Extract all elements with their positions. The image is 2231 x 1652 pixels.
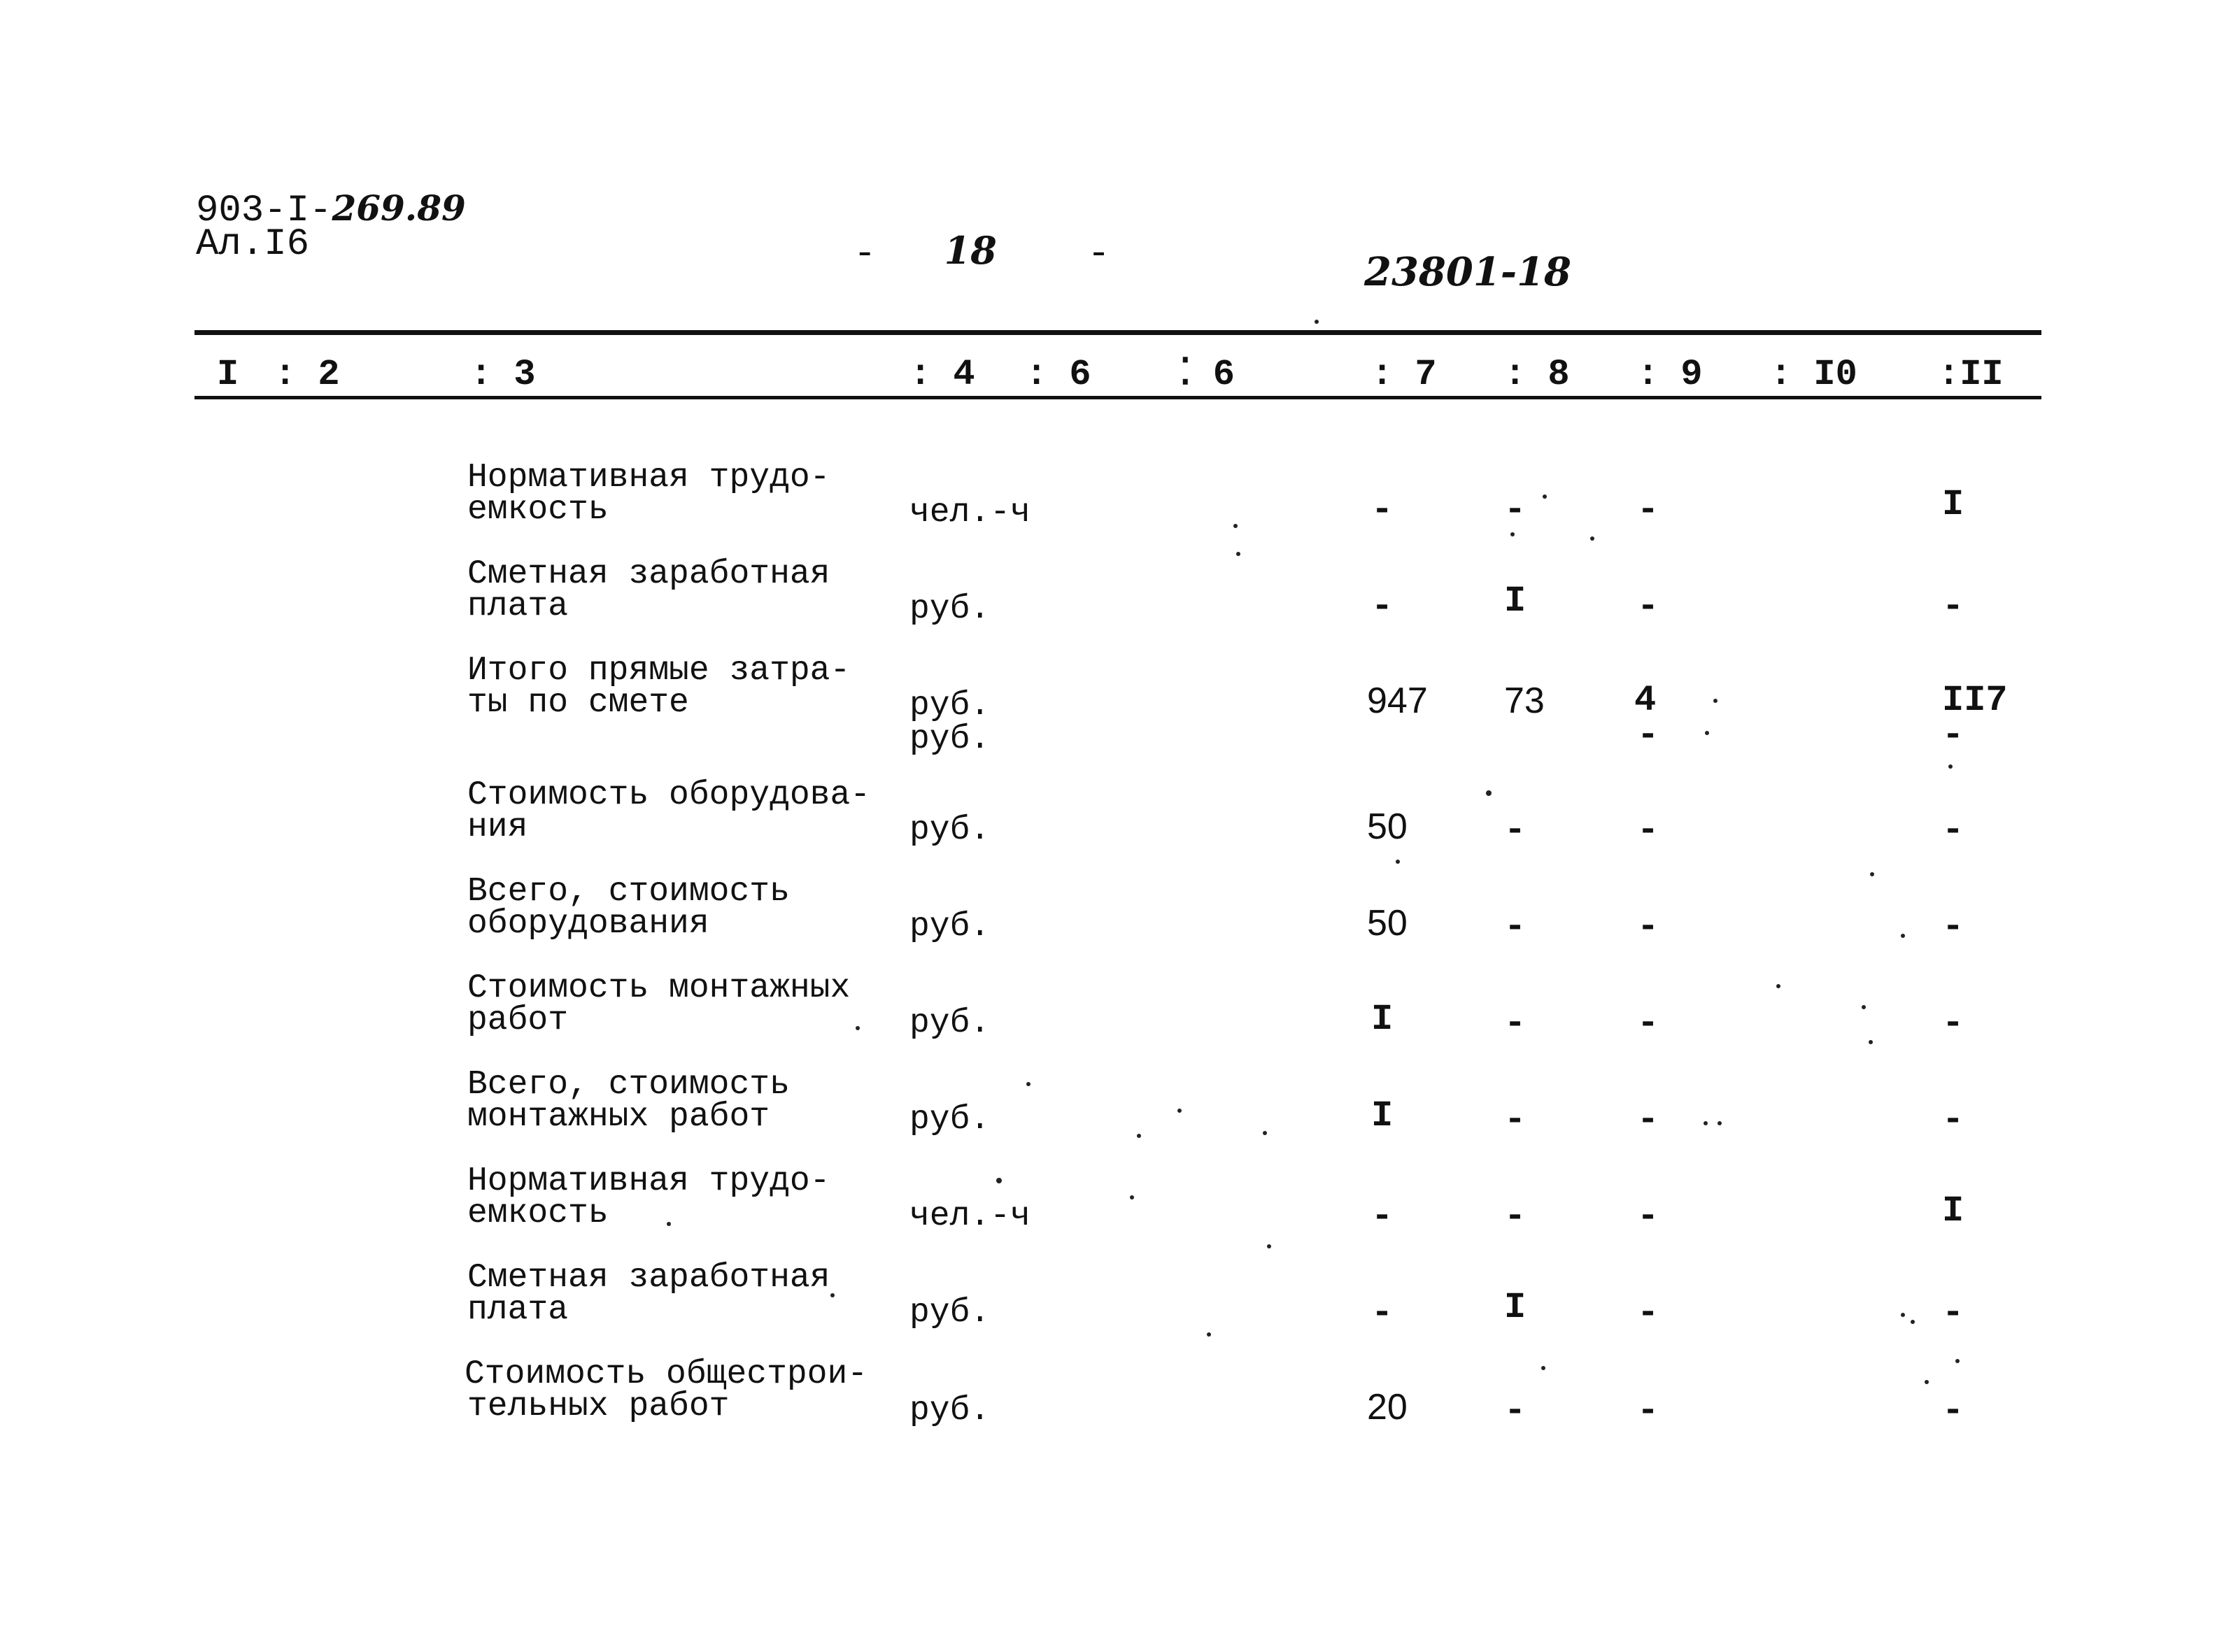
row-1-label-line-1: Нормативная трудо-: [467, 459, 830, 497]
row-2-col-11: -: [1942, 586, 1964, 627]
row-9-col-11: -: [1942, 1293, 1964, 1334]
col-header-4: : 4: [909, 354, 975, 395]
row-4-unit: руб.: [909, 811, 991, 849]
row-4-col-9: -: [1637, 810, 1659, 851]
row-2-col-8: I: [1504, 581, 1527, 622]
col-header-8: : 8: [1504, 354, 1570, 395]
row-9-col-7: -: [1371, 1293, 1394, 1334]
row-9-unit: руб.: [909, 1294, 991, 1332]
row-3-col-11: II7: [1942, 680, 2008, 721]
col-header-3: : 3: [470, 354, 536, 395]
row-5-unit: руб.: [909, 908, 991, 946]
sheet-label: Ал.I6: [196, 223, 310, 266]
row-3-col-9-b: -: [1637, 715, 1659, 756]
row-4-col-11: -: [1942, 810, 1964, 851]
row-3-label-line-1: Итого прямые затра-: [467, 652, 851, 690]
row-6-col-11: -: [1942, 1003, 1964, 1044]
row-8-col-9: -: [1637, 1196, 1659, 1237]
row-1-col-11: I: [1942, 484, 1964, 525]
page-number-value: 18: [944, 228, 997, 273]
row-3-label-line-2: ты по смете: [467, 684, 689, 722]
row-1-col-7: -: [1371, 490, 1394, 531]
row-7-label-line-1: Всего, стоимость: [467, 1066, 790, 1104]
row-7-col-9: -: [1637, 1099, 1659, 1141]
row-2-col-9: -: [1637, 586, 1659, 627]
row-6-label-line-1: Стоимость монтажных: [467, 969, 851, 1007]
row-3-col-11-b: -: [1942, 715, 1964, 756]
row-7-col-11: -: [1942, 1099, 1964, 1141]
row-10-col-7: 20: [1367, 1387, 1408, 1427]
row-10-col-8: -: [1504, 1390, 1527, 1432]
row-6-label-line-2: работ: [467, 1002, 569, 1039]
col-header-11: :II: [1938, 354, 2004, 395]
col-header-5: : 6: [1026, 354, 1091, 395]
row-10-unit: руб.: [909, 1392, 991, 1430]
row-2-col-7: -: [1371, 586, 1394, 627]
row-2-unit: руб.: [909, 590, 991, 628]
page-dash-right: -: [1087, 233, 1110, 276]
row-5-col-9: -: [1637, 906, 1659, 948]
row-7-col-8: -: [1504, 1099, 1527, 1141]
col-header-6: ⁚ 6: [1180, 354, 1235, 395]
row-9-label-line-2: плата: [467, 1291, 569, 1329]
col-header-9: : 9: [1637, 354, 1703, 395]
row-8-col-11: I: [1942, 1190, 1964, 1232]
row-3-col-7: 947: [1367, 681, 1428, 721]
col-header-7: : 7: [1371, 354, 1437, 395]
row-9-col-8: I: [1504, 1287, 1527, 1328]
row-6-col-7: I: [1371, 999, 1394, 1040]
row-7-col-7: I: [1371, 1095, 1394, 1137]
row-8-unit: чел.-ч: [909, 1197, 1030, 1235]
row-1-col-8: -: [1504, 490, 1527, 531]
row-6-unit: руб.: [909, 1004, 991, 1042]
row-3-col-8: 73: [1504, 681, 1545, 721]
row-10-col-9: -: [1637, 1390, 1659, 1432]
row-3-unit-2: руб.: [909, 720, 991, 758]
row-4-col-8: -: [1504, 810, 1527, 851]
row-8-label-line-1: Нормативная трудо-: [467, 1162, 830, 1200]
col-header-1: I: [217, 354, 239, 395]
inventory-code: 23801-18: [1364, 249, 1571, 295]
row-1-label-line-2: емкость: [467, 491, 609, 529]
col-header-2: : 2: [274, 354, 340, 395]
row-1-unit: чел.-ч: [909, 494, 1030, 532]
document-code-prefix: 903-I-: [196, 190, 332, 232]
col-header-10: : I0: [1770, 354, 1857, 395]
row-5-col-11: -: [1942, 906, 1964, 948]
page-dash-left: -: [854, 233, 877, 276]
row-6-col-9: -: [1637, 1003, 1659, 1044]
row-8-label-line-2: емкость: [467, 1195, 609, 1232]
row-3-col-9: 4: [1634, 680, 1657, 721]
row-5-col-7: 50: [1367, 903, 1408, 944]
row-8-col-7: -: [1371, 1196, 1394, 1237]
row-3-unit: руб.: [909, 687, 991, 725]
row-9-col-9: -: [1637, 1293, 1659, 1334]
row-7-label-line-2: монтажных работ: [467, 1098, 770, 1136]
row-7-unit: руб.: [909, 1101, 991, 1139]
row-4-label-line-1: Стоимость оборудова-: [467, 776, 871, 814]
row-4-label-line-2: ния: [467, 809, 528, 846]
document-code-handwritten: 269.89: [332, 187, 466, 229]
row-1-col-9: -: [1637, 490, 1659, 531]
row-10-col-11: -: [1942, 1390, 1964, 1432]
row-2-label-line-1: Сметная заработная: [467, 555, 830, 593]
row-5-label-line-1: Всего, стоимость: [467, 873, 790, 911]
row-9-label-line-1: Сметная заработная: [467, 1259, 830, 1297]
row-2-label-line-2: плата: [467, 588, 569, 625]
row-10-label-line-2: тельных работ: [467, 1388, 730, 1425]
row-5-label-line-2: оборудования: [467, 905, 709, 943]
row-8-col-8: -: [1504, 1196, 1527, 1237]
row-10-label-line-1: Стоимость общестрои-: [465, 1355, 868, 1393]
row-5-col-8: -: [1504, 906, 1527, 948]
row-4-col-7: 50: [1367, 806, 1408, 847]
row-6-col-8: -: [1504, 1003, 1527, 1044]
